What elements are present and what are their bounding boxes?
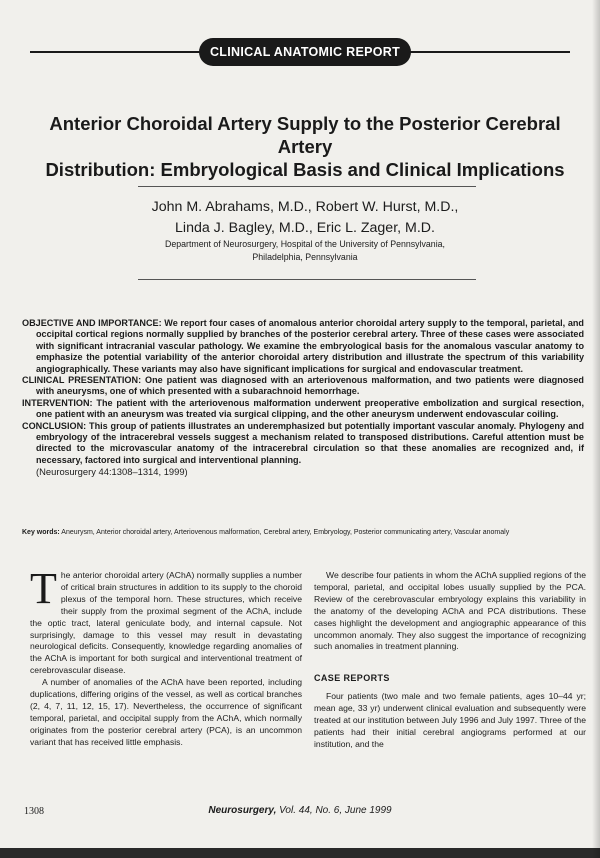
objective-text: We report four cases of anomalous anterior choroidal artery supply to the temporal, parietal, and occipital cortical regions normally supplied by branches of the posterior cerebral artery. Three of these cases were associated with significant intracranial vascular pathology. We examine the embryological basis for the anomalous vascular anatomy to emphasize the potential variability of the anterior choroidal artery distribution and illustrate the spectrum of this variability angiographically. These variants may also have significant implications for surgical and endovascular treatment. xyxy=(36,318,584,374)
divider-bottom xyxy=(138,279,476,280)
abstract-clinical xyxy=(22,375,584,398)
keywords-text: Aneurysm, Anterior choroidal artery, Arteriovenous malformation, Cerebral artery, Embryology, Posterior communicating artery, Vascular anomaly xyxy=(61,529,510,536)
clinical-text: One patient was diagnosed with an arteriovenous malformation, and two patients were diagnosed with aneurysms, one of which presented with a subarachnoid hemorrhage. xyxy=(36,375,584,397)
journal-issue: Vol. 44, No. 6, June 1999 xyxy=(279,805,392,816)
clinical-label: CLINICAL PRESENTATION: xyxy=(22,375,142,386)
affiliation-line-1: Department of Neurosurgery, Hospital of the University of Pennsylvania, xyxy=(164,239,445,249)
abstract xyxy=(22,318,584,479)
banner-rule-right xyxy=(405,51,570,53)
divider-top xyxy=(138,186,476,187)
intro-paragraph-2: A number of anomalies of the AChA have been reported, including duplications, differing origins of the vessel, as well as cortical branches (2, 4, 7, 11, 12, 15, 17). Nevertheless, the occurrence of significant temporal, parietal, and occipital supply from the AChA, which normally originates from the posterior cerebral artery (PCA), is an uncommon variant that has received little emphasis. xyxy=(30,677,302,747)
abstract-objective xyxy=(22,318,584,375)
affiliation xyxy=(60,238,550,264)
case-reports-paragraph: Four patients (two male and two female patients, ages 10–44 yr; mean age, 33 yr) underwent clinical evaluation and subsequently were treated at our institution between July 1996 and July 1997. Three of the patients had their initial cerebral angiograms performed at our institution, and the xyxy=(314,691,586,749)
intervention-label: INTERVENTION: xyxy=(22,397,93,408)
intro-paragraph-1 xyxy=(30,564,302,677)
scan-bottom-edge xyxy=(0,848,600,858)
body-column-right xyxy=(314,570,586,751)
title-line-2: Distribution: Embryological Basis and Clinical Implications xyxy=(45,159,565,180)
author-list xyxy=(60,197,550,239)
abstract-intervention xyxy=(22,398,584,421)
journal-name: Neurosurgery, xyxy=(208,805,277,816)
affiliation-line-2: Philadelphia, Pennsylvania xyxy=(252,252,358,262)
keywords-label: Key words: xyxy=(22,529,60,536)
title-line-1: Anterior Choroidal Artery Supply to the Posterior Cerebral Artery xyxy=(49,113,561,157)
intervention-text: The patient with the arteriovenous malformation underwent preoperative embolization and surgical resection, one patient with an aneurysm was treated via surgical clipping, and the other aneurysm underwent endovascular coiling. xyxy=(36,397,584,420)
article-title xyxy=(20,112,590,181)
conclusion-text: This group of patients illustrates an underemphasized but potentially important vascular anomaly. Phylogeny and embryology of the intracerebral vessels suggest a mechanism related to transposed distributions. Careful attention must be directed to the microvascular anatomy of the intracerebral circulation so that these anomalies are recognized and, if necessary, factored into surgical and interventional planning. xyxy=(36,420,584,465)
section-banner: CLINICAL ANATOMIC REPORT xyxy=(199,38,411,66)
journal-footer xyxy=(150,805,450,816)
drop-cap: T xyxy=(30,564,57,613)
objective-label: OBJECTIVE AND IMPORTANCE: xyxy=(22,318,162,328)
section-heading-case-reports: CASE REPORTS xyxy=(314,673,390,684)
abstract-conclusion xyxy=(22,421,584,479)
authors-line-1: John M. Abrahams, M.D., Robert W. Hurst, M.D., xyxy=(151,199,459,215)
scan-right-edge-shadow xyxy=(592,0,600,858)
authors-line-2: Linda J. Bagley, M.D., Eric L. Zager, M.D. xyxy=(175,220,435,236)
page-number: 1308 xyxy=(24,806,44,817)
keywords xyxy=(22,528,584,538)
intro-paragraph-1-text: he anterior choroidal artery (AChA) normally supplies a number of critical brain structures in addition to its supply to the choroid plexus of the temporal horn. These structures, which receive their supply from the proximal segment of the AChA, include the optic tract, lateral geniculate body, and internal capsule. Not surprisingly, damage to this vessel may result in devastating neurological deficits. Consequently, knowledge regarding anomalies of the AChA is important for both surgical and interventional treatment of cerebrovascular disease. xyxy=(30,570,302,676)
conclusion-label: CONCLUSION: xyxy=(22,420,87,431)
body-column-left xyxy=(30,564,302,749)
citation: (Neurosurgery 44:1308–1314, 1999) xyxy=(36,466,188,478)
banner-rule-left xyxy=(30,51,205,53)
intro-paragraph-3: We describe four patients in whom the AChA supplied regions of the temporal, parietal, and occipital lobes usually supplied by the PCA. Review of the cerebrovascular embryology explains this variability in the anatomy of the developing AChA and PCA distributions. These cases highlight the development and angiographic appearance of this uncommon anomaly. They also suggest the importance of recognizing such anomalies in treatment planning. xyxy=(314,570,586,652)
